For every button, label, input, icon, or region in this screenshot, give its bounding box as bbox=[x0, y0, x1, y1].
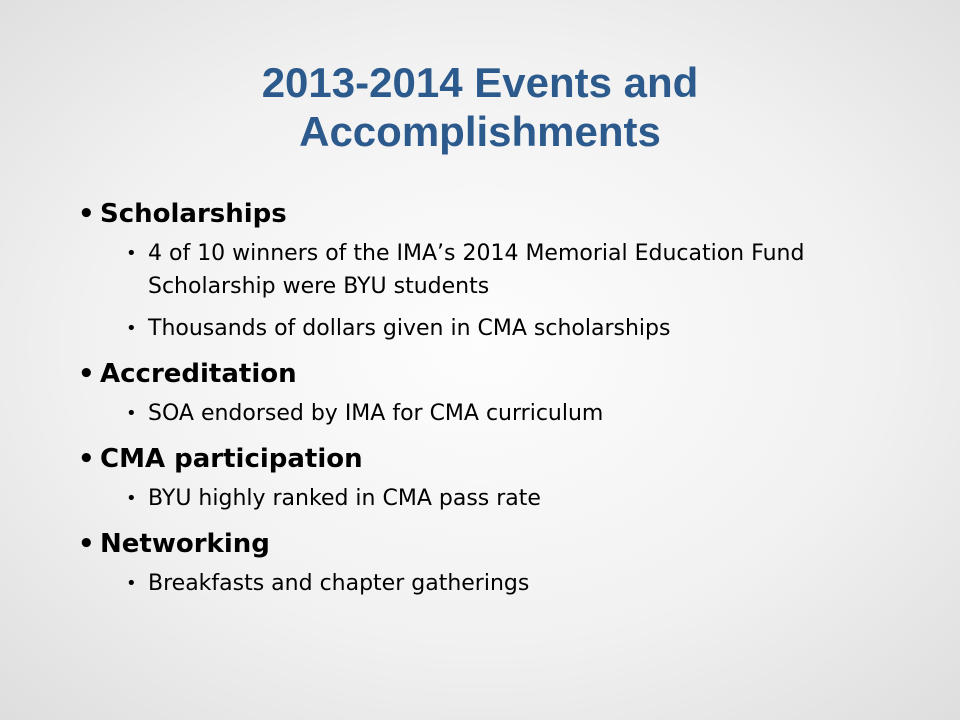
slide-title-line-1: 2013-2014 Events and bbox=[261, 59, 699, 106]
bullet-icon: • bbox=[126, 573, 137, 594]
sub-bullet-list bbox=[78, 397, 878, 430]
section-heading bbox=[78, 439, 878, 479]
bullet-icon: • bbox=[78, 529, 95, 559]
bullet-icon: • bbox=[78, 199, 95, 229]
bullet-list bbox=[78, 194, 878, 609]
slide-title-line-2: Accomplishments bbox=[299, 108, 661, 155]
sub-bullet-text: 4 of 10 winners of the IMA’s 2014 Memorial Education Fund Scholarship were BYU students bbox=[148, 241, 805, 299]
sub-bullet-item bbox=[126, 482, 838, 515]
section-heading-text: Networking bbox=[100, 529, 270, 559]
bullet-icon: • bbox=[78, 359, 95, 389]
bullet-icon: • bbox=[78, 444, 95, 474]
sub-bullet-item bbox=[126, 397, 838, 430]
section-heading-text: CMA participation bbox=[100, 444, 363, 474]
section-heading-text: Accreditation bbox=[100, 359, 297, 389]
sub-bullet-list bbox=[78, 482, 878, 515]
bullet-icon: • bbox=[126, 488, 137, 509]
slide-title bbox=[80, 58, 880, 156]
sub-bullet-item bbox=[126, 237, 838, 303]
bullet-icon: • bbox=[126, 403, 137, 424]
section-networking bbox=[78, 524, 878, 600]
sub-bullet-list bbox=[78, 237, 878, 345]
section-accreditation bbox=[78, 354, 878, 430]
sub-bullet-text: SOA endorsed by IMA for CMA curriculum bbox=[148, 401, 604, 426]
section-heading bbox=[78, 354, 878, 394]
sub-bullet-text: Breakfasts and chapter gatherings bbox=[148, 571, 530, 596]
section-heading bbox=[78, 194, 878, 234]
bullet-icon: • bbox=[126, 243, 137, 264]
section-cma-participation bbox=[78, 439, 878, 515]
bullet-icon: • bbox=[126, 318, 137, 339]
sub-bullet-text: Thousands of dollars given in CMA scholarships bbox=[148, 316, 671, 341]
sub-bullet-item bbox=[126, 312, 838, 345]
section-heading-text: Scholarships bbox=[100, 199, 287, 229]
section-heading bbox=[78, 524, 878, 564]
sub-bullet-text: BYU highly ranked in CMA pass rate bbox=[148, 486, 541, 511]
section-scholarships bbox=[78, 194, 878, 345]
sub-bullet-item bbox=[126, 567, 838, 600]
sub-bullet-list bbox=[78, 567, 878, 600]
